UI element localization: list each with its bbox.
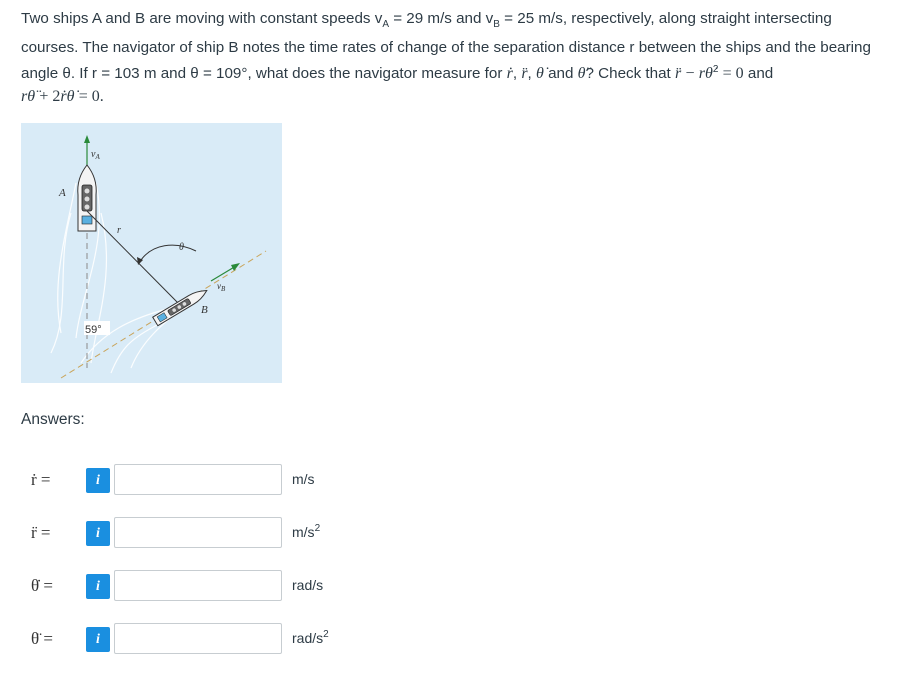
va-arrowhead [84, 135, 90, 143]
var-label-theta-dot: θ̇ = [31, 576, 53, 595]
problem-line-1: Two ships A and B are moving with constant speeds $v_A = 29$ m/s and $v_B = 25$ m/s, respectively, along straight intersecting [21, 10, 832, 31]
info-icon[interactable]: i [86, 521, 110, 546]
info-icon[interactable]: i [86, 574, 110, 599]
ships-diagram-svg [21, 123, 282, 383]
info-icon[interactable]: i [86, 468, 110, 493]
theta-arc [139, 245, 196, 263]
label-b: B [201, 304, 208, 316]
problem-line-2: courses. The navigator of ship B notes the time rates of change of the separation distance r between the ships and the bearing [21, 38, 871, 56]
label-r: r [117, 225, 121, 236]
var-label-theta-ddot: θ̈ = [31, 629, 53, 648]
label-va: $v_A$ [91, 149, 100, 161]
unit-label: rad/$s^2$ [292, 629, 329, 646]
unit-label: rad/s [292, 577, 324, 593]
answer-row-r-dot [0, 464, 913, 498]
problem-line-3: angle θ. If r = 103 m and θ = 109°, what does the navigator measure for ṙ, r̈, θ̇ and θ̈? Check that r̈ − rθ̇$^2$ = 0 and [21, 64, 774, 83]
unit-label: m/s [292, 471, 315, 487]
answers-label: Answers: [21, 411, 85, 428]
answer-input-r-dot[interactable] [114, 464, 282, 495]
wake-lines [51, 183, 191, 373]
ships-diagram [21, 123, 282, 383]
var-label-r-dot: ṙ = [31, 470, 51, 489]
info-icon[interactable]: i [86, 627, 110, 652]
answer-input-theta-ddot[interactable] [114, 623, 282, 654]
label-angle: 59° [85, 324, 102, 336]
unit-label: $m/s^2$ [292, 523, 321, 540]
problem-statement [21, 8, 896, 108]
answer-row-theta-dot [0, 570, 913, 604]
answer-input-theta-dot[interactable] [114, 570, 282, 601]
label-theta: θ [179, 242, 184, 253]
r-line [87, 211, 181, 306]
label-vb: $v_B$ [217, 281, 226, 293]
ship-a [78, 165, 96, 231]
label-a: A [59, 187, 66, 199]
answer-row-r-ddot [0, 517, 913, 551]
problem-line-4: rθ̈ + 2ṙθ̇ = 0. [21, 87, 104, 105]
answer-row-theta-ddot [0, 623, 913, 657]
answer-input-r-ddot[interactable] [114, 517, 282, 548]
vb-arrow [211, 266, 236, 281]
var-label-r-ddot: r̈ = [31, 523, 51, 542]
